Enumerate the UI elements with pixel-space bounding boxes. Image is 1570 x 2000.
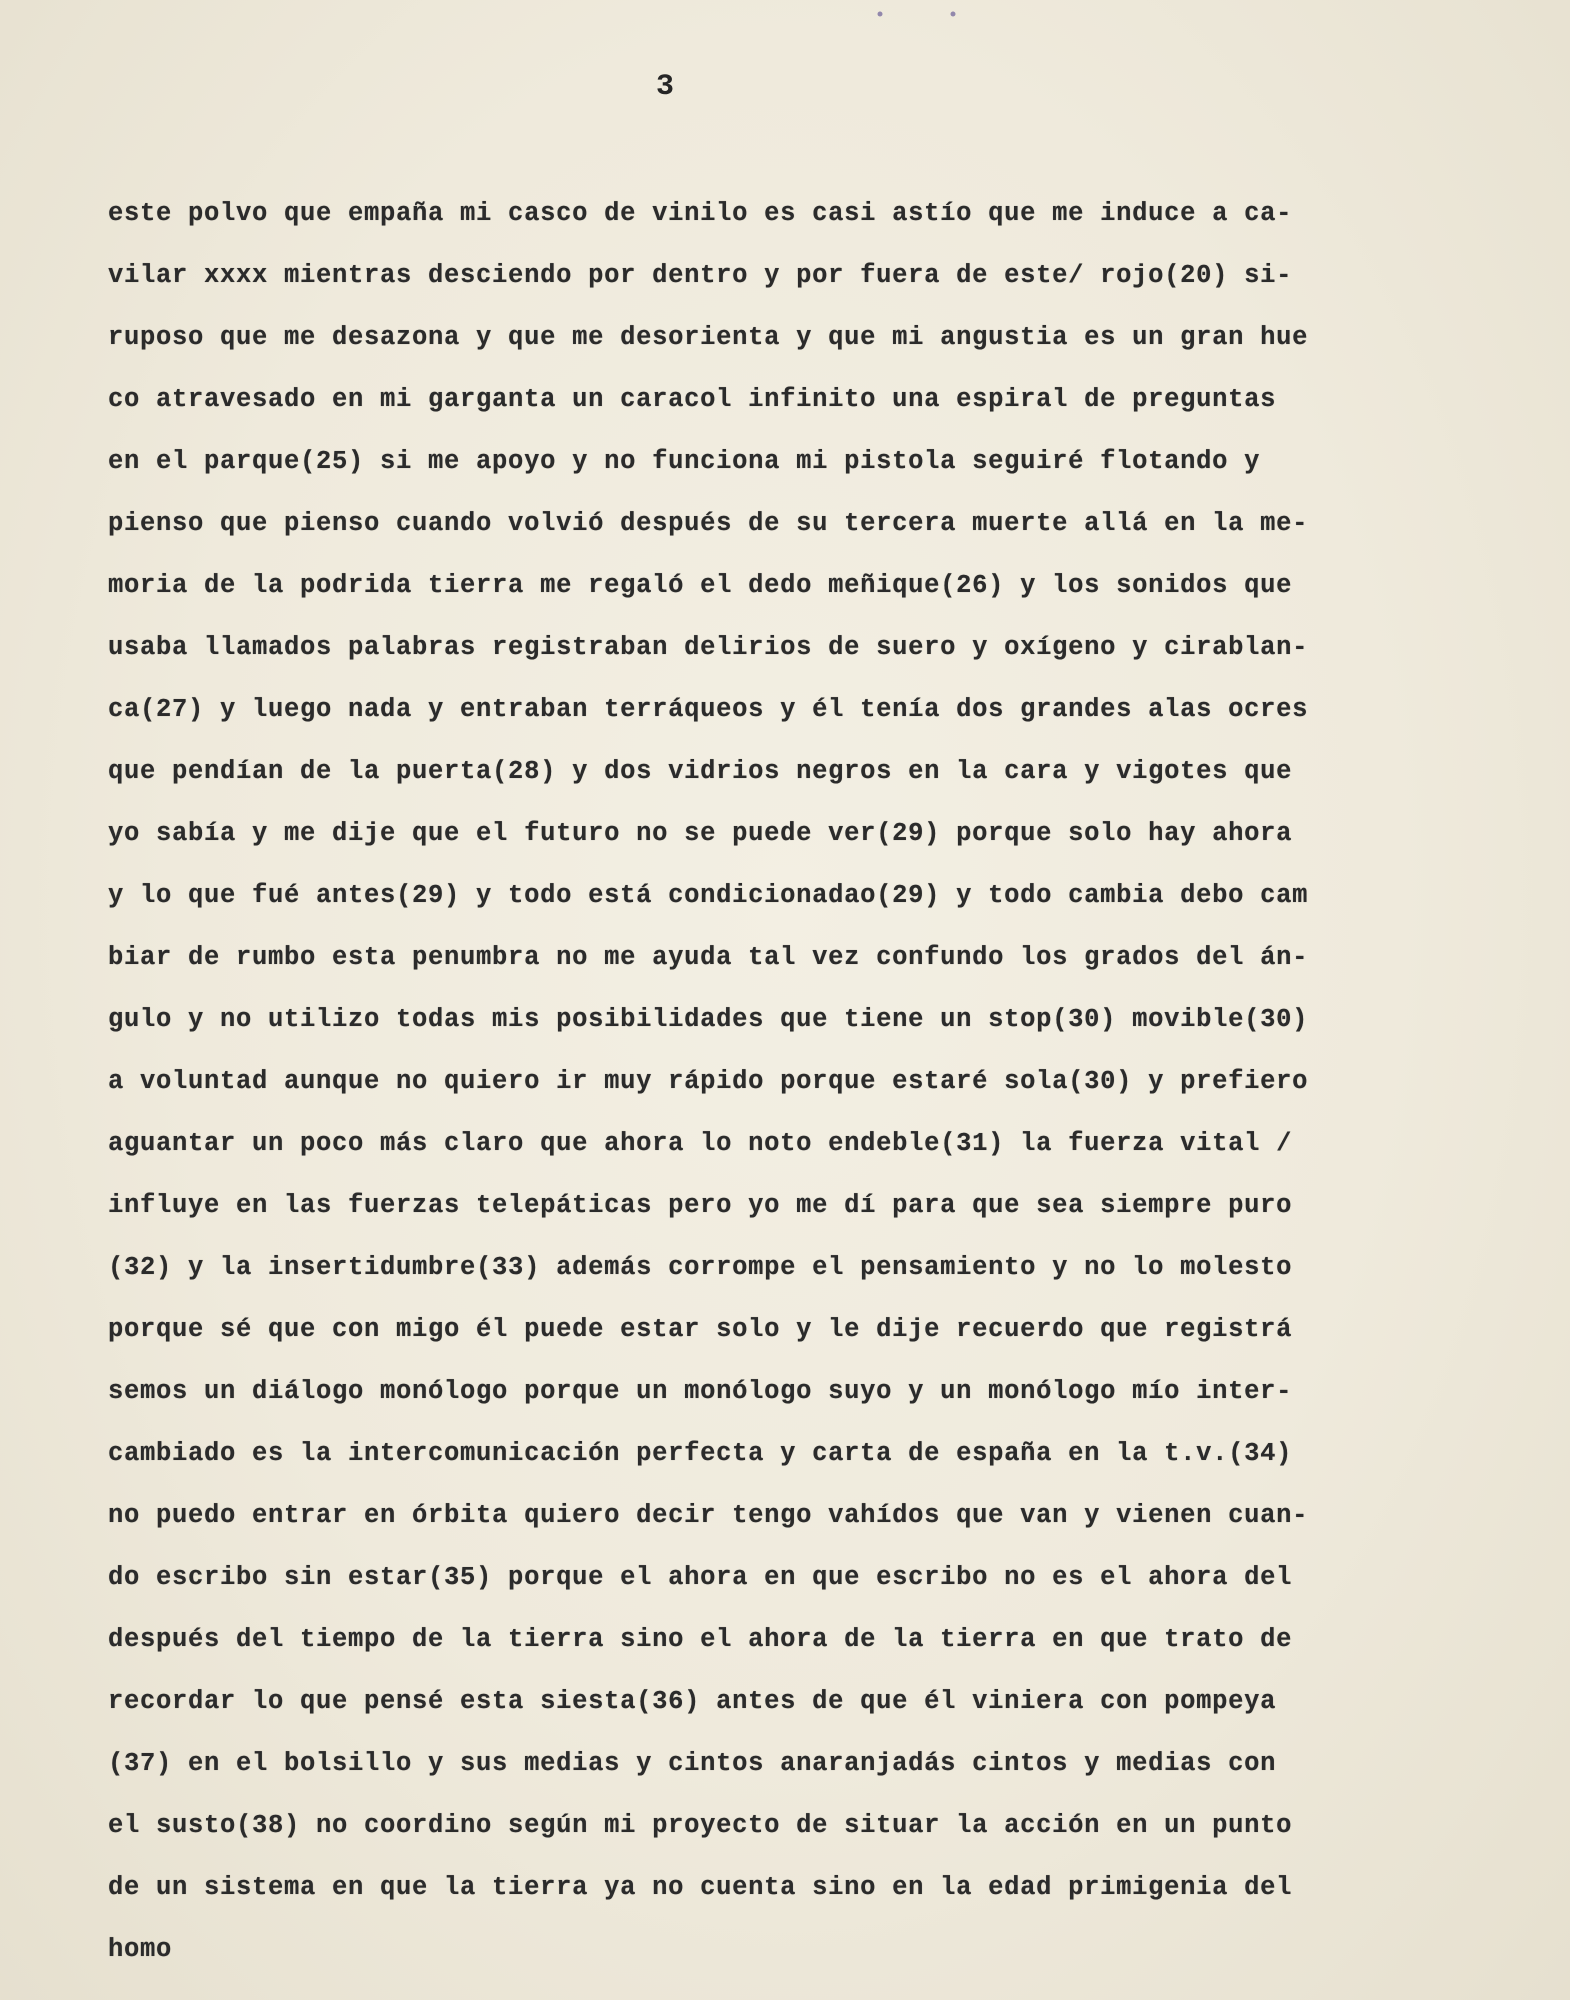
ink-speck: [878, 12, 883, 17]
text-line: cambiado es la intercomunicación perfecta y carta de españa en la t.v.(34): [108, 1439, 1293, 1468]
text-line: no puedo entrar en órbita quiero decir tengo vahídos que van y vienen cuan-: [108, 1501, 1309, 1530]
text-line: y lo que fué antes(29) y todo está condicionadao(29) y todo cambia debo cam: [108, 881, 1309, 910]
text-line: (37) en el bolsillo y sus medias y cintos anaranjadás cintos y medias con: [108, 1749, 1277, 1778]
text-line: usaba llamados palabras registraban delirios de suero y oxígeno y cirablan-: [108, 633, 1309, 662]
text-line: vilar xxxx mientras desciendo por dentro y por fuera de este/ rojo(20) si-: [108, 261, 1293, 290]
text-line: semos un diálogo monólogo porque un monólogo suyo y un monólogo mío inter-: [108, 1377, 1293, 1406]
text-line: este polvo que empaña mi casco de vinilo es casi astío que me induce a ca-: [108, 199, 1293, 228]
text-line: biar de rumbo esta penumbra no me ayuda tal vez confundo los grados del án-: [108, 943, 1309, 972]
text-line: moria de la podrida tierra me regaló el dedo meñique(26) y los sonidos que: [108, 571, 1293, 600]
text-line: aguantar un poco más claro que ahora lo noto endeble(31) la fuerza vital /: [108, 1129, 1293, 1158]
text-line: yo sabía y me dije que el futuro no se puede ver(29) porque solo hay ahora: [108, 819, 1293, 848]
text-line: recordar lo que pensé esta siesta(36) antes de que él viniera con pompeya: [108, 1687, 1277, 1716]
text-line: co atravesado en mi garganta un caracol infinito una espiral de preguntas: [108, 385, 1277, 414]
text-line: de un sistema en que la tierra ya no cuenta sino en la edad primigenia del: [108, 1873, 1293, 1902]
text-line: influye en las fuerzas telepáticas pero yo me dí para que sea siempre puro: [108, 1191, 1293, 1220]
text-line: a voluntad aunque no quiero ir muy rápido porque estaré sola(30) y prefiero: [108, 1067, 1309, 1096]
text-line: después del tiempo de la tierra sino el ahora de la tierra en que trato de: [108, 1625, 1293, 1654]
text-line: homo: [108, 1935, 173, 1964]
text-line: do escribo sin estar(35) porque el ahora en que escribo no es el ahora del: [108, 1563, 1293, 1592]
text-line: ruposo que me desazona y que me desorienta y que mi angustia es un gran hue: [108, 323, 1309, 352]
paper-specks: [0, 0, 1570, 30]
text-line: en el parque(25) si me apoyo y no funciona mi pistola seguiré flotando y: [108, 447, 1261, 476]
body-text: [108, 190, 1548, 1988]
page-number: 3: [656, 70, 675, 104]
text-line: gulo y no utilizo todas mis posibilidades que tiene un stop(30) movible(30): [108, 1005, 1309, 1034]
text-line: (32) y la insertidumbre(33) además corrompe el pensamiento y no lo molesto: [108, 1253, 1293, 1282]
text-line: porque sé que con migo él puede estar solo y le dije recuerdo que registrá: [108, 1315, 1293, 1344]
text-line: el susto(38) no coordino según mi proyecto de situar la acción en un punto: [108, 1811, 1293, 1840]
text-line: pienso que pienso cuando volvió después de su tercera muerte allá en la me-: [108, 509, 1309, 538]
text-line: ca(27) y luego nada y entraban terráqueos y él tenía dos grandes alas ocres: [108, 695, 1309, 724]
text-line: que pendían de la puerta(28) y dos vidrios negros en la cara y vigotes que: [108, 757, 1293, 786]
ink-speck: [951, 12, 956, 17]
